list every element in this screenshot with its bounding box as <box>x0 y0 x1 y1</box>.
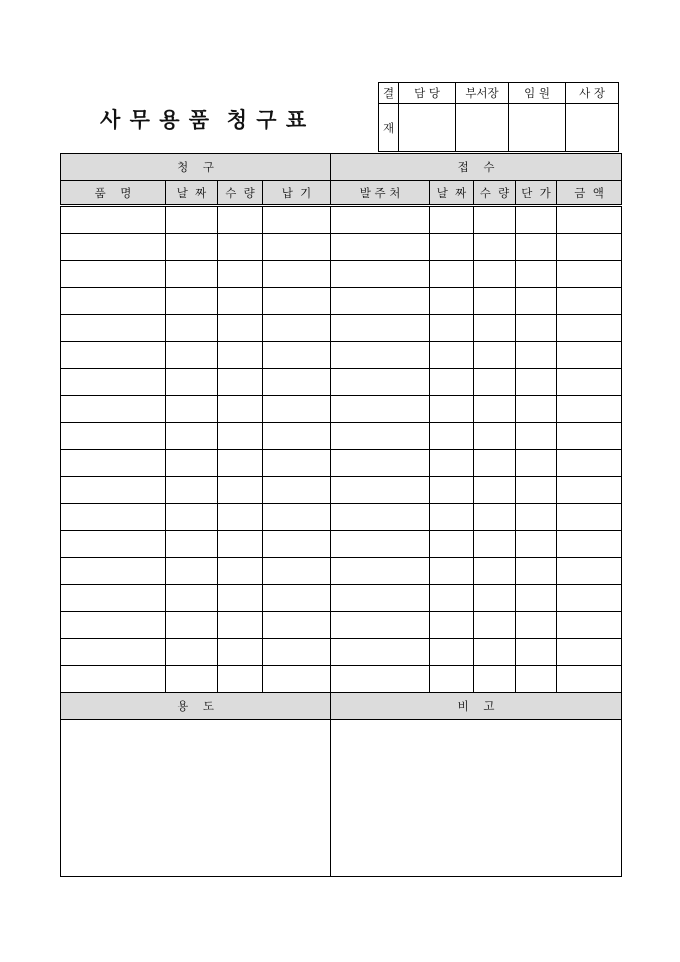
table-cell[interactable] <box>218 342 263 369</box>
table-cell[interactable] <box>331 558 430 585</box>
table-cell[interactable] <box>61 558 166 585</box>
table-cell[interactable] <box>557 288 622 315</box>
table-row <box>61 396 622 423</box>
table-cell[interactable] <box>557 234 622 261</box>
table-cell[interactable] <box>218 666 263 693</box>
approval-sign-cell[interactable] <box>456 104 509 152</box>
table-cell[interactable] <box>557 504 622 531</box>
table-cell[interactable] <box>218 450 263 477</box>
table-cell[interactable] <box>61 612 166 639</box>
purpose-field[interactable] <box>61 720 331 877</box>
column-header: 발 주 처 <box>331 181 430 206</box>
table-cell[interactable] <box>166 585 218 612</box>
table-cell[interactable] <box>331 206 430 234</box>
table-cell[interactable] <box>474 234 516 261</box>
table-cell[interactable] <box>218 315 263 342</box>
table-row <box>61 369 622 396</box>
table-cell[interactable] <box>218 261 263 288</box>
approval-box <box>378 82 619 152</box>
table-cell[interactable] <box>263 558 331 585</box>
table-cell[interactable] <box>218 234 263 261</box>
table-cell[interactable] <box>166 261 218 288</box>
table-cell[interactable] <box>263 206 331 234</box>
table-cell[interactable] <box>218 396 263 423</box>
table-cell[interactable] <box>474 450 516 477</box>
column-header: 날 짜 <box>430 181 474 206</box>
table-cell[interactable] <box>430 585 474 612</box>
table-cell[interactable] <box>557 477 622 504</box>
table-cell[interactable] <box>263 450 331 477</box>
table-row <box>61 585 622 612</box>
column-header: 수 량 <box>218 181 263 206</box>
table-row <box>61 504 622 531</box>
table-row <box>61 666 622 693</box>
table-cell[interactable] <box>331 261 430 288</box>
table-cell[interactable] <box>263 342 331 369</box>
table-row <box>61 342 622 369</box>
table-cell[interactable] <box>474 206 516 234</box>
table-cell[interactable] <box>557 423 622 450</box>
table-cell[interactable] <box>263 612 331 639</box>
table-cell[interactable] <box>331 396 430 423</box>
table-cell[interactable] <box>516 504 557 531</box>
table-cell[interactable] <box>430 315 474 342</box>
column-header: 금 액 <box>557 181 622 206</box>
table-cell[interactable] <box>430 261 474 288</box>
table-cell[interactable] <box>263 639 331 666</box>
table-cell[interactable] <box>430 639 474 666</box>
table-cell[interactable] <box>218 585 263 612</box>
table-cell[interactable] <box>166 234 218 261</box>
table-cell[interactable] <box>516 477 557 504</box>
table-cell[interactable] <box>557 639 622 666</box>
table-cell[interactable] <box>474 585 516 612</box>
table-cell[interactable] <box>474 558 516 585</box>
table-cell[interactable] <box>166 315 218 342</box>
table-cell[interactable] <box>430 423 474 450</box>
table-cell[interactable] <box>263 504 331 531</box>
table-cell[interactable] <box>61 666 166 693</box>
table-cell[interactable] <box>218 288 263 315</box>
table-cell[interactable] <box>430 234 474 261</box>
table-cell[interactable] <box>218 423 263 450</box>
table-cell[interactable] <box>263 423 331 450</box>
table-cell[interactable] <box>61 342 166 369</box>
table-cell[interactable] <box>557 666 622 693</box>
table-cell[interactable] <box>557 396 622 423</box>
table-row <box>61 531 622 558</box>
table-cell[interactable] <box>430 342 474 369</box>
table-cell[interactable] <box>557 206 622 234</box>
section-receipt: 접 수 <box>331 154 622 181</box>
table-cell[interactable] <box>557 450 622 477</box>
approval-sign-cell[interactable] <box>399 104 456 152</box>
table-cell[interactable] <box>557 342 622 369</box>
table-cell[interactable] <box>430 558 474 585</box>
table-cell[interactable] <box>61 585 166 612</box>
table-row <box>61 288 622 315</box>
request-table <box>60 153 622 877</box>
table-cell[interactable] <box>218 612 263 639</box>
table-cell[interactable] <box>331 315 430 342</box>
table-cell[interactable] <box>218 504 263 531</box>
table-row <box>61 423 622 450</box>
table-cell[interactable] <box>331 639 430 666</box>
table-cell[interactable] <box>557 261 622 288</box>
table-cell[interactable] <box>474 315 516 342</box>
table-cell[interactable] <box>474 531 516 558</box>
table-cell[interactable] <box>166 288 218 315</box>
table-cell[interactable] <box>331 531 430 558</box>
table-cell[interactable] <box>557 531 622 558</box>
table-cell[interactable] <box>61 531 166 558</box>
table-cell[interactable] <box>430 206 474 234</box>
table-row <box>61 558 622 585</box>
table-cell[interactable] <box>516 639 557 666</box>
table-cell[interactable] <box>474 396 516 423</box>
table-cell[interactable] <box>516 531 557 558</box>
table-cell[interactable] <box>516 234 557 261</box>
table-cell[interactable] <box>61 396 166 423</box>
table-cell[interactable] <box>166 450 218 477</box>
table-cell[interactable] <box>430 612 474 639</box>
table-cell[interactable] <box>61 423 166 450</box>
table-cell[interactable] <box>331 423 430 450</box>
approval-label-bottom: 재 <box>379 104 399 152</box>
table-cell[interactable] <box>166 558 218 585</box>
table-cell[interactable] <box>516 315 557 342</box>
approval-label-top: 결 <box>379 83 399 104</box>
table-cell[interactable] <box>263 369 331 396</box>
approval-role: 부서장 <box>456 83 509 104</box>
table-cell[interactable] <box>166 396 218 423</box>
table-cell[interactable] <box>516 342 557 369</box>
table-cell[interactable] <box>430 666 474 693</box>
table-cell[interactable] <box>263 315 331 342</box>
table-cell[interactable] <box>61 206 166 234</box>
table-cell[interactable] <box>331 234 430 261</box>
table-cell[interactable] <box>218 639 263 666</box>
table-cell[interactable] <box>218 531 263 558</box>
table-cell[interactable] <box>166 423 218 450</box>
table-cell[interactable] <box>557 315 622 342</box>
table-cell[interactable] <box>474 612 516 639</box>
table-cell[interactable] <box>331 504 430 531</box>
table-cell[interactable] <box>557 585 622 612</box>
column-header: 품 명 <box>61 181 166 206</box>
table-cell[interactable] <box>263 261 331 288</box>
table-cell[interactable] <box>430 531 474 558</box>
section-purpose: 용 도 <box>61 693 331 720</box>
table-cell[interactable] <box>218 477 263 504</box>
table-cell[interactable] <box>166 531 218 558</box>
approval-sign-cell[interactable] <box>509 104 566 152</box>
remarks-field[interactable] <box>331 720 622 877</box>
table-cell[interactable] <box>430 396 474 423</box>
column-header: 날 짜 <box>166 181 218 206</box>
table-cell[interactable] <box>61 504 166 531</box>
table-row <box>61 234 622 261</box>
section-request: 청 구 <box>61 154 331 181</box>
table-cell[interactable] <box>263 666 331 693</box>
table-cell[interactable] <box>166 206 218 234</box>
table-cell[interactable] <box>61 261 166 288</box>
table-cell[interactable] <box>218 558 263 585</box>
table-cell[interactable] <box>516 396 557 423</box>
table-cell[interactable] <box>61 234 166 261</box>
table-cell[interactable] <box>474 639 516 666</box>
approval-role: 사 장 <box>566 83 619 104</box>
table-cell[interactable] <box>331 342 430 369</box>
table-cell[interactable] <box>331 477 430 504</box>
table-cell[interactable] <box>166 612 218 639</box>
table-cell[interactable] <box>516 206 557 234</box>
table-row <box>61 315 622 342</box>
table-cell[interactable] <box>516 261 557 288</box>
table-cell[interactable] <box>557 369 622 396</box>
table-cell[interactable] <box>430 369 474 396</box>
table-row <box>61 477 622 504</box>
table-cell[interactable] <box>516 450 557 477</box>
table-cell[interactable] <box>61 369 166 396</box>
table-cell[interactable] <box>61 315 166 342</box>
table-cell[interactable] <box>166 639 218 666</box>
table-cell[interactable] <box>331 612 430 639</box>
table-cell[interactable] <box>474 261 516 288</box>
approval-sign-cell[interactable] <box>566 104 619 152</box>
table-cell[interactable] <box>331 369 430 396</box>
table-cell[interactable] <box>516 666 557 693</box>
approval-role: 임 원 <box>509 83 566 104</box>
table-cell[interactable] <box>331 450 430 477</box>
table-cell[interactable] <box>331 666 430 693</box>
table-cell[interactable] <box>218 369 263 396</box>
table-cell[interactable] <box>166 666 218 693</box>
table-cell[interactable] <box>430 477 474 504</box>
table-cell[interactable] <box>166 504 218 531</box>
table-cell[interactable] <box>430 288 474 315</box>
table-cell[interactable] <box>474 423 516 450</box>
table-cell[interactable] <box>430 450 474 477</box>
table-cell[interactable] <box>218 206 263 234</box>
table-cell[interactable] <box>263 477 331 504</box>
table-cell[interactable] <box>263 585 331 612</box>
column-header: 수 량 <box>474 181 516 206</box>
table-cell[interactable] <box>430 504 474 531</box>
table-cell[interactable] <box>166 369 218 396</box>
table-row <box>61 639 622 666</box>
table-cell[interactable] <box>474 369 516 396</box>
table-cell[interactable] <box>516 369 557 396</box>
column-header: 납 기 <box>263 181 331 206</box>
form-title: 사 무 용 품 청 구 표 <box>100 107 308 132</box>
table-cell[interactable] <box>474 342 516 369</box>
table-cell[interactable] <box>474 477 516 504</box>
table-cell[interactable] <box>516 423 557 450</box>
table-cell[interactable] <box>61 639 166 666</box>
column-header: 단 가 <box>516 181 557 206</box>
table-row <box>61 206 622 234</box>
section-remarks: 비 고 <box>331 693 622 720</box>
table-cell[interactable] <box>263 234 331 261</box>
table-cell[interactable] <box>516 612 557 639</box>
table-cell[interactable] <box>516 585 557 612</box>
table-cell[interactable] <box>61 288 166 315</box>
table-cell[interactable] <box>61 450 166 477</box>
table-cell[interactable] <box>263 396 331 423</box>
table-cell[interactable] <box>516 558 557 585</box>
table-row <box>61 450 622 477</box>
table-cell[interactable] <box>331 585 430 612</box>
table-cell[interactable] <box>557 558 622 585</box>
table-cell[interactable] <box>263 288 331 315</box>
table-row <box>61 261 622 288</box>
table-cell[interactable] <box>474 666 516 693</box>
table-cell[interactable] <box>557 612 622 639</box>
table-cell[interactable] <box>474 504 516 531</box>
table-cell[interactable] <box>263 531 331 558</box>
table-cell[interactable] <box>166 342 218 369</box>
approval-role: 담 당 <box>399 83 456 104</box>
table-cell[interactable] <box>516 288 557 315</box>
table-cell[interactable] <box>61 477 166 504</box>
table-row <box>61 612 622 639</box>
table-cell[interactable] <box>166 477 218 504</box>
table-cell[interactable] <box>474 288 516 315</box>
table-cell[interactable] <box>331 288 430 315</box>
